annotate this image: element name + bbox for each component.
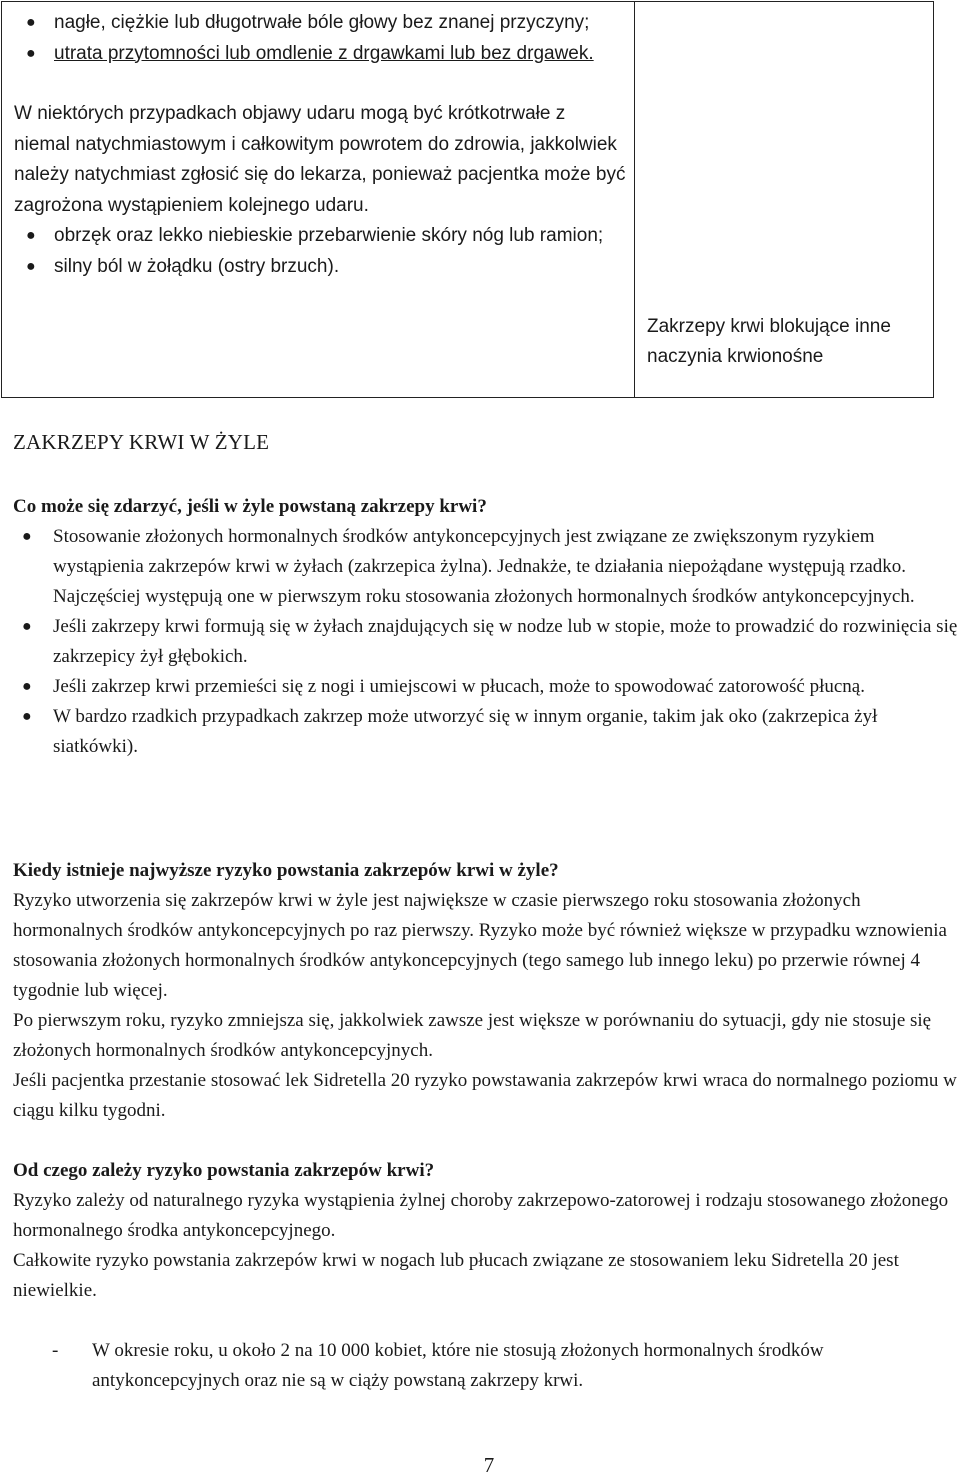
paragraph: Po pierwszym roku, ryzyko zmniejsza się, jakkolwiek zawsze jest większe w porównaniu do sytuacji, gdy nie stosuje się złożonych hormonalnych środków antykoncepcyjnych. <box>13 1010 932 1061</box>
top-bullet-list <box>14 8 626 69</box>
underlined-text: utrata przytomności lub omdlenie z drgawkami lub bez drgawek. <box>54 42 594 64</box>
stroke-paragraph: W niektórych przypadkach objawy udaru mogą być krótkotrwałe z niemal natychmiastowym i całkowitym powrotem do zdrowia, jakkolwiek należy natychmiast zgłosić się do lekarza, ponieważ pacjentka może być zagrożona wystąpieniem kolejnego udaru. <box>14 103 626 216</box>
dash-marker: - <box>52 1340 59 1361</box>
paragraph: Jeśli pacjentka przestanie stosować lek Sidretella 20 ryzyko powstawania zakrzepów krwi wraca do normalnego poziomu w ciągu kilku tygodni. <box>13 1070 957 1121</box>
table-left-cell <box>14 8 626 282</box>
symptom-table <box>1 1 934 398</box>
list-item <box>14 39 626 70</box>
bullet-icon: ● <box>26 14 36 31</box>
paragraph: Ryzyko utworzenia się zakrzepów krwi w żyle jest największe w czasie pierwszego roku stosowania złożonych hormonalnych środków antykoncepcyjnych po raz pierwszy. Ryzyko może być również większe w przypadku wznowienia stosowania złożonych hormonalnych środków antykoncepcyjnych (tego samego lub innego leku) po przerwie równej 4 tygodnie lub więcej. <box>13 890 947 1001</box>
bullet-icon: ● <box>22 708 32 725</box>
bullet-icon: ● <box>26 257 36 275</box>
question-2-block <box>13 856 958 1126</box>
question-3-block <box>13 1156 958 1306</box>
question-heading: Co może się zdarzyć, jeśli w żyle powstaną zakrzepy krwi? <box>13 496 487 517</box>
list-item: ● Jeśli zakrzep krwi przemieści się z nogi i umiejscowi w płucach, może to spowodować zatorowość płucną. <box>13 672 958 702</box>
paragraph: Całkowite ryzyko powstania zakrzepów krwi w nogach lub płucach związane ze stosowaniem leku Sidretella 20 jest niewielkie. <box>13 1250 899 1301</box>
bullet-icon: ● <box>22 528 32 545</box>
bullet-icon: ● <box>22 678 32 695</box>
bullet-icon: ● <box>26 227 36 244</box>
list-item: ● nagłe, ciężkie lub długotrwałe bóle głowy bez znanej przyczyny; <box>14 8 626 39</box>
dash-item-text: W okresie roku, u około 2 na 10 000 kobiet, które nie stosują złożonych hormonalnych środków antykoncepcyjnych oraz nie są w ciąży powstaną zakrzepy krwi. <box>92 1340 824 1391</box>
list-item: ● obrzęk oraz lekko niebieskie przebarwienie skóry nóg lub ramion; <box>14 221 626 252</box>
bullet-icon: ● <box>22 618 32 635</box>
paragraph: Ryzyko zależy od naturalnego ryzyka wystąpienia żylnej choroby zakrzepowo-zatorowej i rodzaju stosowanego złożonego hormonalnego środka antykoncepcyjnego. <box>13 1190 949 1241</box>
table-column-divider <box>634 2 635 397</box>
list-item: ● silny ból w żołądku (ostry brzuch). <box>14 252 626 283</box>
list-item: ● Stosowanie złożonych hormonalnych środków antykoncepcyjnych jest związane ze zwiększonym ryzykiem wystąpienia zakrzepów krwi w żyłach (zakrzepica żylna). Jednakże, te działania niepożądane występują rzadko. Najczęściej występują one w pierwszym roku stosowania złożonych hormonalnych środków antykoncepcyjnych. <box>13 522 958 612</box>
page-number: 7 <box>483 1453 495 1477</box>
dash-list-item <box>52 1336 932 1396</box>
table-right-cell: Zakrzepy krwi blokujące inne naczynia krwionośne <box>647 316 891 367</box>
question-1-block <box>13 492 958 762</box>
section-heading: ZAKRZEPY KRWI W ŻYLE <box>13 430 270 454</box>
question-heading: Kiedy istnieje najwyższe ryzyko powstania zakrzepów krwi w żyle? <box>13 860 559 881</box>
list-item: ● Jeśli zakrzepy krwi formują się w żyłach znajdujących się w nodze lub w stopie, może to prowadzić do rozwinięcia się zakrzepicy żył głębokich. <box>13 612 958 672</box>
bullet-icon: ● <box>26 44 36 62</box>
question-1-list <box>13 522 958 762</box>
question-heading: Od czego zależy ryzyko powstania zakrzepów krwi? <box>13 1160 435 1181</box>
bottom-bullet-list <box>14 221 626 282</box>
list-item: ● W bardzo rzadkich przypadkach zakrzep może utworzyć się w innym organie, takim jak oko (zakrzepica żył siatkówki). <box>13 702 958 762</box>
